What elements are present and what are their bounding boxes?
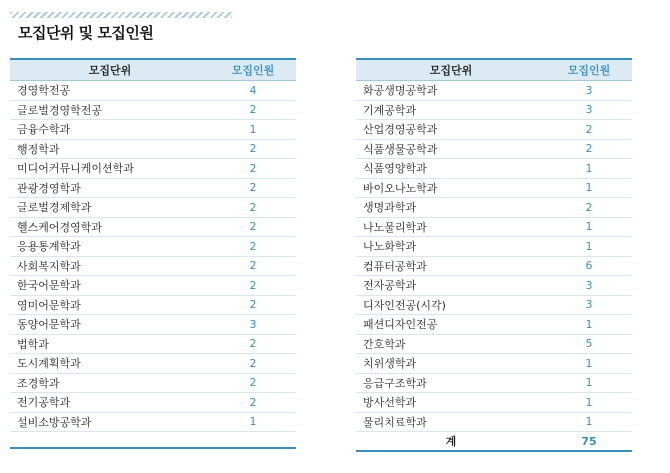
table-row (10, 81, 296, 101)
count-cell: 1 (585, 239, 593, 253)
total-label: 계 (445, 435, 457, 448)
table-row (356, 393, 632, 413)
count-cell: 2 (585, 200, 593, 214)
count-cell: 3 (585, 103, 593, 117)
count-cell: 2 (249, 356, 257, 370)
unit-cell: 행정학과 (17, 142, 60, 156)
table-row (10, 354, 296, 374)
count-cell: 2 (585, 122, 593, 136)
count-cell: 3 (585, 83, 593, 97)
table-row (356, 413, 632, 433)
table-row (356, 120, 632, 140)
header-unit: 모집단위 (88, 64, 132, 77)
unit-cell: 응용통계학과 (17, 240, 81, 254)
header-unit: 모집단위 (429, 64, 473, 77)
unit-cell: 기계공학과 (363, 103, 417, 117)
unit-cell: 경영학전공 (17, 84, 71, 98)
count-cell: 1 (585, 317, 593, 331)
unit-cell: 방사선학과 (363, 396, 417, 410)
unit-cell: 바이오나노학과 (363, 181, 438, 195)
count-cell: 2 (249, 278, 257, 292)
count-cell: 2 (249, 395, 257, 409)
table-row (10, 335, 296, 355)
count-cell: 2 (249, 376, 257, 390)
unit-cell: 식품영양학과 (363, 162, 427, 176)
unit-cell: 글로벌경제학과 (17, 201, 92, 215)
table-row (10, 257, 296, 277)
unit-cell: 나노화학과 (363, 240, 417, 254)
table-row (356, 81, 632, 101)
left-table-header (10, 60, 296, 81)
left-table (10, 58, 296, 432)
unit-cell: 조경학과 (17, 376, 60, 390)
table-row (10, 393, 296, 413)
unit-cell: 동양어문학과 (17, 318, 81, 332)
total-value: 75 (581, 434, 597, 448)
count-cell: 3 (585, 298, 593, 312)
unit-cell: 디자인전공(시각) (363, 298, 446, 312)
table-row (356, 198, 632, 218)
table-row (356, 354, 632, 374)
unit-cell: 컴퓨터공학과 (363, 259, 427, 273)
table-row (10, 218, 296, 238)
count-cell: 6 (585, 259, 593, 273)
left-table-body (10, 81, 296, 432)
count-cell: 2 (249, 181, 257, 195)
table-row (356, 218, 632, 238)
right-table-body (356, 81, 632, 432)
table-row (10, 237, 296, 257)
count-cell: 1 (585, 356, 593, 370)
table-row (356, 296, 632, 316)
count-cell: 1 (585, 376, 593, 390)
unit-cell: 설비소방공학과 (17, 415, 92, 429)
unit-cell: 한국어문학과 (17, 279, 81, 293)
unit-cell: 사회복지학과 (17, 259, 81, 273)
count-cell: 2 (249, 161, 257, 175)
count-cell: 1 (585, 415, 593, 429)
count-cell: 1 (585, 395, 593, 409)
table-row (356, 159, 632, 179)
table-row (10, 120, 296, 140)
unit-cell: 치위생학과 (363, 357, 417, 371)
count-cell: 1 (249, 122, 257, 136)
table-row (10, 413, 296, 433)
count-cell: 3 (249, 317, 257, 331)
title-decoration (10, 12, 232, 18)
table-row (356, 140, 632, 160)
unit-cell: 영미어문학과 (17, 298, 81, 312)
count-cell: 2 (249, 239, 257, 253)
unit-cell: 산업경영공학과 (363, 123, 438, 137)
count-cell: 4 (249, 83, 257, 97)
table-row (356, 315, 632, 335)
table-row (10, 101, 296, 121)
count-cell: 1 (585, 161, 593, 175)
unit-cell: 법학과 (17, 337, 49, 351)
unit-cell: 금융수학과 (17, 123, 71, 137)
unit-cell: 관광경영학과 (17, 181, 81, 195)
count-cell: 2 (249, 298, 257, 312)
page-title: 모집단위 및 모집인원 (18, 24, 154, 42)
unit-cell: 간호학과 (363, 337, 406, 351)
count-cell: 5 (585, 337, 593, 351)
count-cell: 2 (249, 200, 257, 214)
count-cell: 2 (249, 103, 257, 117)
unit-cell: 나노물리학과 (363, 220, 427, 234)
unit-cell: 화공생명공학과 (363, 84, 438, 98)
count-cell: 2 (249, 220, 257, 234)
header-count: 모집인원 (231, 64, 275, 77)
table-row (10, 276, 296, 296)
left-table-bottom-rule (10, 447, 296, 449)
table-row (356, 335, 632, 355)
unit-cell: 도시계획학과 (17, 357, 81, 371)
count-cell: 2 (585, 142, 593, 156)
right-table-header (356, 60, 632, 81)
table-row (10, 296, 296, 316)
header-count: 모집인원 (567, 64, 611, 77)
total-row (356, 432, 632, 452)
unit-cell: 패션디자인전공 (363, 318, 438, 332)
unit-cell: 미디어커뮤니케이션학과 (17, 162, 134, 176)
unit-cell: 물리치료학과 (363, 415, 427, 429)
table-row (10, 159, 296, 179)
table-row (356, 179, 632, 199)
count-cell: 2 (249, 259, 257, 273)
table-row (10, 374, 296, 394)
unit-cell: 헬스케어경영학과 (17, 220, 103, 234)
table-row (356, 257, 632, 277)
unit-cell: 생명과학과 (363, 201, 417, 215)
table-row (356, 101, 632, 121)
count-cell: 1 (585, 220, 593, 234)
table-row (356, 237, 632, 257)
count-cell: 2 (249, 337, 257, 351)
count-cell: 1 (249, 415, 257, 429)
table-row (10, 179, 296, 199)
unit-cell: 글로벌경영학전공 (17, 103, 103, 117)
table-row (10, 198, 296, 218)
count-cell: 1 (585, 181, 593, 195)
unit-cell: 전자공학과 (363, 279, 417, 293)
count-cell: 2 (249, 142, 257, 156)
count-cell: 3 (585, 278, 593, 292)
unit-cell: 응급구조학과 (363, 376, 427, 390)
right-table (356, 58, 632, 452)
unit-cell: 식품생물공학과 (363, 142, 438, 156)
unit-cell: 전기공학과 (17, 396, 71, 410)
table-row (356, 374, 632, 394)
table-row (356, 276, 632, 296)
table-row (10, 140, 296, 160)
table-row (10, 315, 296, 335)
